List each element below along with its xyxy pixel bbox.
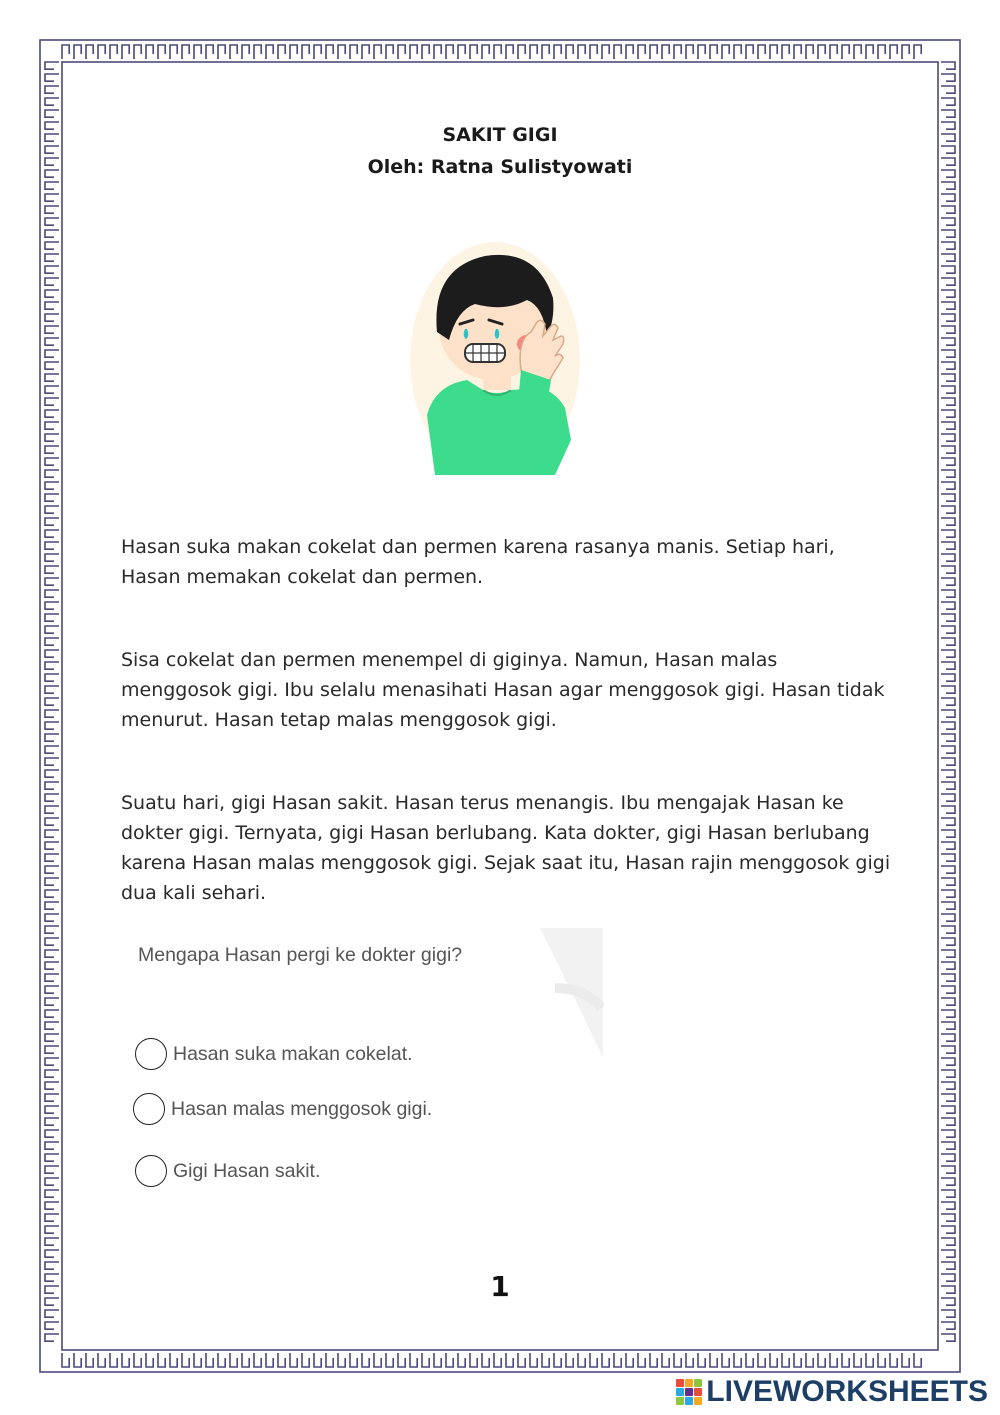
boy-toothache-illustration [405,240,595,475]
liveworksheets-grid-icon [675,1378,703,1406]
story-author: Oleh: Ratna Sulistyowati [367,156,633,178]
answer-label: Hasan suka makan cokelat. [173,1042,413,1065]
answer-option-3[interactable] [135,1155,320,1187]
answer-option-1[interactable] [135,1038,413,1070]
quiz-question: Mengapa Hasan pergi ke dokter gigi? [138,944,463,966]
answer-option-2[interactable] [133,1093,432,1125]
answer-label: Gigi Hasan sakit. [173,1159,321,1182]
story-paragraph: Hasan suka makan cokelat dan permen karena rasanya manis. Setiap hari, Hasan memakan cokelat dan permen. [121,536,835,588]
radio-button[interactable] [133,1093,165,1125]
story-paragraph: Suatu hari, gigi Hasan sakit. Hasan terus menangis. Ibu mengajak Hasan ke dokter gigi. Ternyata, gigi Hasan berlubang. Kata dokter, gigi Hasan berlubang karena Hasan malas menggosok gigi. Sejak saat itu, Hasan rajin menggosok gigi dua kali sehari. [121,792,891,904]
page-number: 1 [490,1270,510,1303]
radio-button[interactable] [135,1038,167,1070]
story-title: SAKIT GIGI [442,124,558,146]
answer-label: Hasan malas menggosok gigi. [171,1097,433,1120]
liveworksheets-logo[interactable] [675,1375,988,1409]
radio-button[interactable] [135,1155,167,1187]
background-swoosh-decoration [535,928,605,1058]
story-paragraph: Sisa cokelat dan permen menempel di giginya. Namun, Hasan malas menggosok gigi. Ibu selalu menasihati Hasan agar menggosok gigi. Hasan tidak menurut. Hasan tetap malas menggosok gigi. [121,649,885,731]
brand-name: LIVEWORKSHEETS [706,1375,988,1408]
